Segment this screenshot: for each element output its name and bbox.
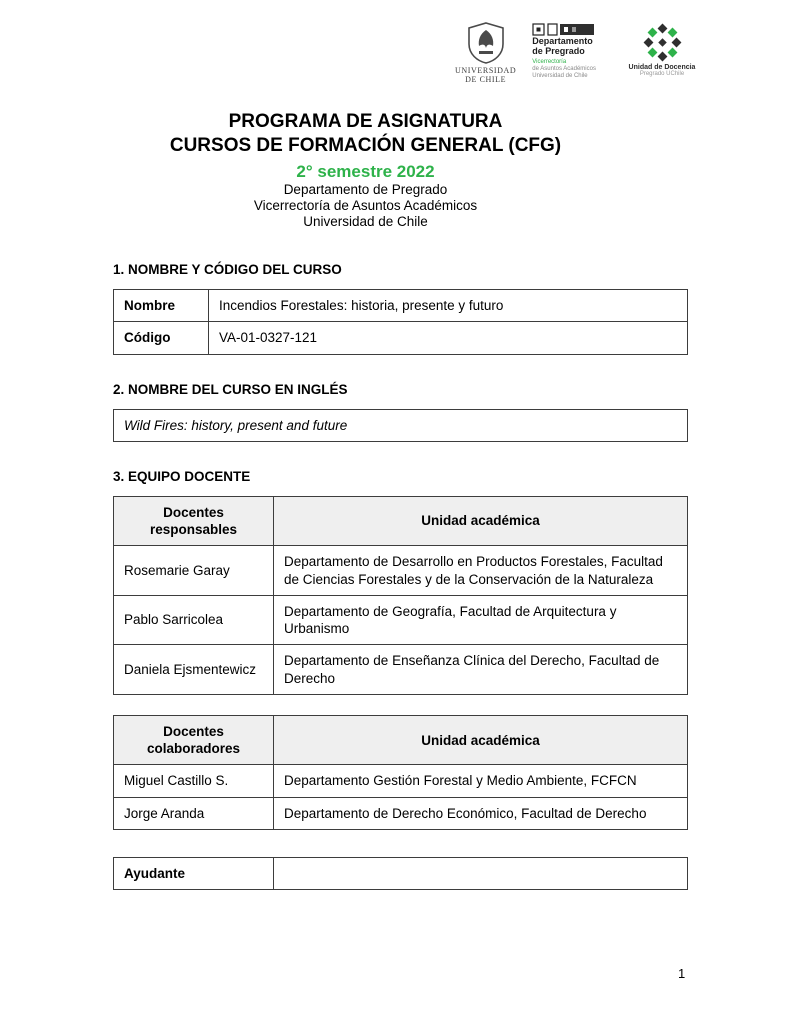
ayudante-value-cell xyxy=(274,857,688,889)
pregrado-logo-tiny-1: Vicerrectoría xyxy=(532,58,567,65)
docente-name-cell: Pablo Sarricolea xyxy=(114,595,274,645)
section-3-heading: 3. EQUIPO DOCENTE xyxy=(113,468,251,484)
subtitle-department: Departamento de Pregrado xyxy=(283,181,448,197)
table-header-row xyxy=(114,496,688,546)
table-row xyxy=(114,546,688,596)
table-row xyxy=(114,857,688,889)
pregrado-logo xyxy=(532,22,613,79)
uchile-logo xyxy=(455,22,516,84)
semester-label: 2° semestre 2022 xyxy=(296,161,435,181)
pregrado-logo-text-2: de Pregrado xyxy=(532,45,585,56)
document-content xyxy=(113,262,688,890)
section-2-heading: 2. NOMBRE DEL CURSO EN INGLÉS xyxy=(113,381,348,397)
page-number: 1 xyxy=(678,966,686,981)
unidad-academica-header-cell: Unidad académica xyxy=(274,715,688,765)
docencia-pinwheel-icon xyxy=(642,22,682,62)
docencia-logo xyxy=(629,22,695,77)
docente-name-cell: Jorge Aranda xyxy=(114,797,274,829)
ayudante-table xyxy=(113,857,688,890)
uchile-crest-icon xyxy=(466,22,506,64)
nombre-label-cell: Nombre xyxy=(114,290,209,322)
pregrado-squares-icon xyxy=(532,22,604,37)
pregrado-logo-text-1: Departamento xyxy=(532,36,593,46)
document-title-line1: PROGRAMA DE ASIGNATURA xyxy=(228,111,503,132)
responsables-header-cell: Docentes responsables xyxy=(114,496,274,546)
docente-name-cell: Rosemarie Garay xyxy=(114,546,274,596)
table-row xyxy=(114,645,688,695)
pregrado-logo-tiny-3: Universidad de Chile xyxy=(532,72,588,79)
table-header-row xyxy=(114,715,688,765)
uchile-logo-text-2: DE CHILE xyxy=(465,75,507,84)
table-row xyxy=(114,595,688,645)
table-row xyxy=(114,409,688,441)
docente-unit-cell: Departamento de Derecho Económico, Facultad de Derecho xyxy=(274,797,688,829)
docencia-logo-text-2: Pregrado UChile xyxy=(639,71,685,77)
docentes-colaboradores-table xyxy=(113,715,688,830)
docente-unit-cell: Departamento de Geografía, Facultad de Arquitectura y Urbanismo xyxy=(274,595,688,645)
colaboradores-header-cell: Docentes colaboradores xyxy=(114,715,274,765)
docente-name-cell: Daniela Ejsmentewicz xyxy=(114,645,274,695)
table-row xyxy=(114,797,688,829)
nombre-value-cell: Incendios Forestales: historia, presente y futuro xyxy=(209,290,688,322)
docente-unit-cell: Departamento de Enseñanza Clínica del Derecho, Facultad de Derecho xyxy=(274,645,688,695)
docente-name-cell: Miguel Castillo S. xyxy=(114,765,274,797)
title-block xyxy=(78,110,653,231)
logo-strip xyxy=(455,22,695,84)
section-1-heading: 1. NOMBRE Y CÓDIGO DEL CURSO xyxy=(113,262,342,277)
subtitle-vicerrectoria: Vicerrectoría de Asuntos Académicos xyxy=(253,197,478,213)
uchile-logo-text-1: UNIVERSIDAD xyxy=(455,66,517,75)
subtitle-university: Universidad de Chile xyxy=(303,214,428,230)
codigo-label-cell: Código xyxy=(114,322,209,354)
pregrado-logo-tiny-2: de Asuntos Académicos xyxy=(532,65,596,72)
docentes-responsables-table xyxy=(113,496,688,695)
unidad-academica-header-cell: Unidad académica xyxy=(274,496,688,546)
document-title-line2: CURSOS DE FORMACIÓN GENERAL (CFG) xyxy=(169,134,562,156)
docencia-logo-text-1: Unidad de Docencia xyxy=(628,64,696,71)
ayudante-label-cell: Ayudante xyxy=(114,857,274,889)
table-row xyxy=(114,765,688,797)
english-name-cell: Wild Fires: history, present and future xyxy=(114,409,688,441)
codigo-value-cell: VA-01-0327-121 xyxy=(209,322,688,354)
docente-unit-cell: Departamento Gestión Forestal y Medio Ambiente, FCFCN xyxy=(274,765,688,797)
table-row xyxy=(114,322,688,354)
course-name-code-table xyxy=(113,289,688,355)
table-row xyxy=(114,290,688,322)
english-name-table xyxy=(113,409,688,442)
docente-unit-cell: Departamento de Desarrollo en Productos Forestales, Facultad de Ciencias Forestales y de la Conservación de la Naturaleza xyxy=(274,546,688,596)
